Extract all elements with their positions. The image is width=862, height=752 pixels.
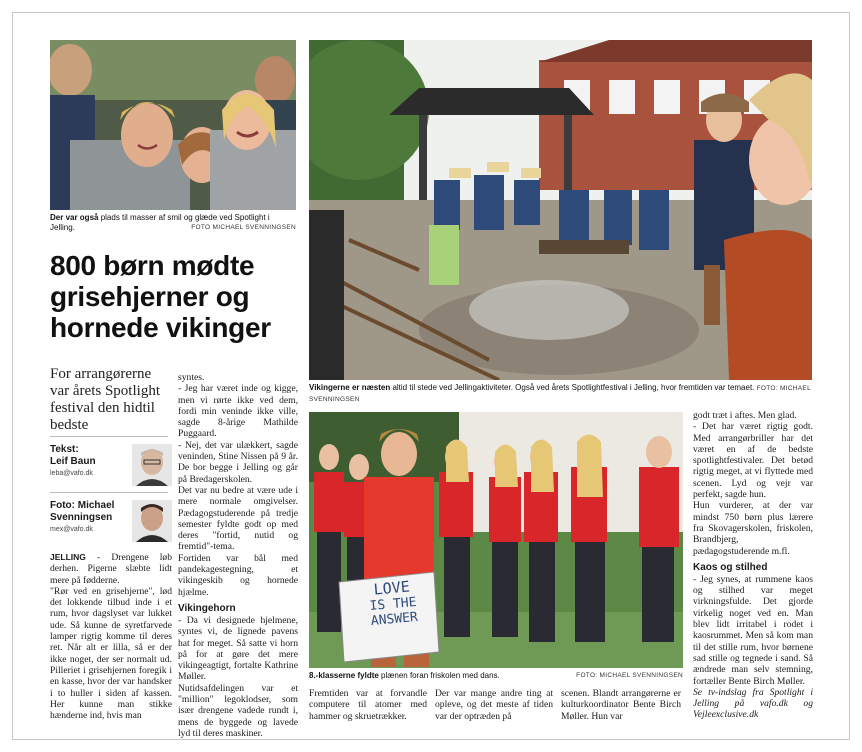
paragraph: "Rør ved en grisehjerne", lød det lokkende tilbud inde i et rum, hvor dagslyset var lukket ude. Så kunne de syretfarvede lamper rigtig komme til deres ret. Når alt er lilla, så er der ikke noget, der ser normalt ud. Pilleriet i grisehjernen foregik i en kasse, hvor der var handsker i to huller i siden af kassen. Her kunne man stikke hænderne ind, hvis man: [50, 585, 172, 722]
photo-credit: FOTO MICHAEL SVENNINGSEN: [191, 224, 296, 231]
article-column-4: [693, 410, 813, 721]
article-column-2: [178, 372, 298, 739]
photo-smiling-girls: [50, 40, 296, 210]
love-sign: LOVE IS THE ANSWER: [369, 577, 419, 629]
photo-credit: FOTO: MICHAEL SVENNINGSEN: [309, 385, 811, 403]
avatar-photographer: [132, 500, 172, 542]
paragraph: - Jeg har været inde og kigge, men vi rørte ikke ved dem, fordi min veninde ikke ville, sagde 8-årige Mathilde Puggaard.: [178, 383, 298, 440]
paragraph: - Det har været rigtig godt. Med arrangørbriller har det været en af de bedste spotlightfestivaler. Det betød rigtig meget, at vi flyttede med scenen. Lyd og vejr var perfekt, sagde hun.: [693, 421, 813, 501]
byline-label: Foto: Michael: [50, 500, 115, 511]
byline-name: Leif Baun: [50, 456, 96, 467]
photo-credit: FOTO: MICHAEL SVENNINGSEN: [576, 672, 683, 679]
paragraph: Hun vurderer, at der var mindst 750 børn plus lærere fra Skovagerskolen, friskolen, Brandbjerg, pædagogstuderende m.fl.: [693, 500, 813, 557]
avatar-reporter: [132, 444, 172, 486]
photo-main-caption: Vikingerne er næsten altid til stede ved Jellingaktiviteter. Også ved årets Spotlightfestival i Jelling, hvor fremtiden var temaet. FOTO: MICHAEL SVENNINGSEN: [309, 383, 811, 403]
photo-dance: [309, 412, 683, 668]
paragraph: - Jeg synes, at rummene kaos og stilhed var meget virkningsfulde. Det gjorde virkelig noget ved en. Man blev lidt irritabel i rodet i kaosrummet. Men så kom man til det stille rum, hvor børnene sad stille og tegnede i sand. Så ændrede man selv stemning, fortæller Bente Birch Møller.: [693, 573, 813, 687]
paragraph: Fremtiden var at forvandle computere til atomer med hammer og skruetrækker.: [309, 688, 427, 722]
paragraph: Det var nu bedre at være ude i mere normale omgivelser. Pædagogstuderende på tredje semester fyldte godt op med deres "fortid, nutid og fremtid"-tema.: [178, 484, 298, 553]
paragraph: scenen. Blandt arrangørerne er kulturkoordinator Bente Birch Møller. Hun var: [561, 688, 681, 722]
divider: [50, 436, 168, 437]
article-column-1: JELLING - Drengene løb derhen. Pigerne slæbte lidt mere på fødderne. "Rør ved en grisehjerne", lød det lokkende tilbud inde i et rum, hvor dagslyset var lukket ude. Så kunne de syretfarvede lamper rigtig komme til deres ret. Når alt er lilla, så er der ikke noget, der ser normalt ud. Pilleriet i grisehjernen foregik i en kasse, hvor der var handsker i to huller i siden af kassen. Her kunne man stikke hænderne ind, hvis man: [50, 552, 172, 722]
paragraph: syntes.: [178, 372, 205, 383]
photo-dance-caption: 8.-klasserne fyldte plænen foran friskolen med dans. FOTO: MICHAEL SVENNINGSEN: [309, 671, 683, 680]
paragraph: Se tv-indslag fra Spotlight i Jelling på vafo.dk og Vejleexclusive.dk: [693, 686, 813, 721]
subheading: Vikingehorn: [178, 602, 236, 614]
page-title: 800 børn mødte grisehjerner og hornede vikinger: [50, 250, 271, 343]
dateline: JELLING: [50, 552, 86, 562]
byline-email: leba@vafo.dk: [50, 470, 93, 477]
byline-text: [50, 444, 168, 490]
paragraph: godt træt i aftes. Men glad.: [693, 410, 797, 421]
article-column-3c: [561, 688, 681, 722]
photo-top-left-caption: Der var også plads til masser af smil og glæde ved Spotlight i Jelling. FOTO MICHAEL SVENNINGSEN: [50, 213, 296, 232]
byline-name: Svenningsen: [50, 512, 113, 523]
byline-email: mex@vafo.dk: [50, 526, 93, 533]
paragraph: Nutidsafdelingen var et "million" legoklodser, som især drengene vadede rundt i, mens de byggede og lavede lyd til deres maskiner.: [178, 682, 298, 739]
byline-label: Tekst:: [50, 444, 79, 455]
article-column-3b: [435, 688, 553, 722]
paragraph: Der var mange andre ting at opleve, og det meste af tiden var der optræden på: [435, 688, 553, 722]
article-column-3a: [309, 688, 427, 722]
lead-text: For arrangørerne var årets Spotlight festival den hidtil bedste: [50, 366, 160, 433]
paragraph: - Nej, det var ulækkert, sagde veninden, Stine Nissen på 9 år. De bor begge i Jelling og går på Bredagerskolen.: [178, 439, 298, 485]
paragraph: Fortiden var bål med pandekagestegning, et vikingeskib og hornede hjælme.: [178, 552, 298, 598]
divider: [50, 492, 168, 493]
paragraph: - Da vi designede hjelmene, syntes vi, de lignede pavens hat for meget. Så satte vi horn på for at gøre det mere vikingeagtigt, fortalte Kathrine Møller.: [178, 614, 298, 683]
photo-vikings-campfire: [309, 40, 812, 380]
subheading: Kaos og stilhed: [693, 561, 768, 573]
byline-photo: [50, 500, 168, 546]
